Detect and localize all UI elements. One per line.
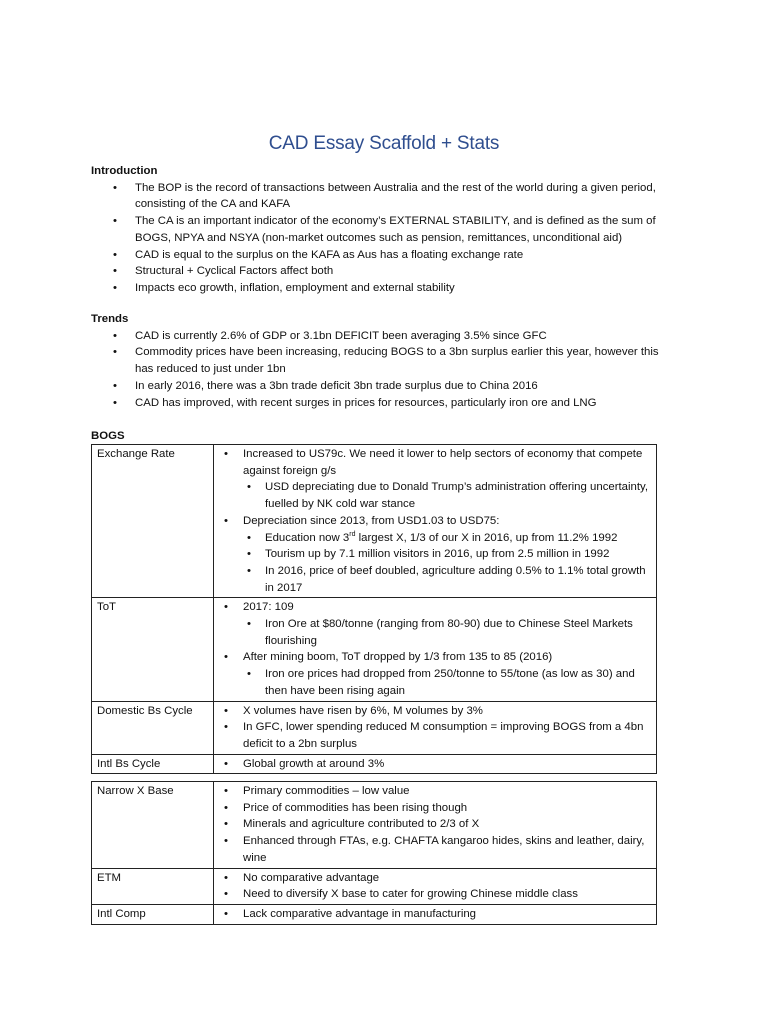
list-item: • Primary commodities – low value <box>219 783 652 800</box>
introduction-heading: Introduction <box>91 165 158 177</box>
list-item: • Iron Ore at $80/tonne (ranging from 80-90) due to Chinese Steel Markets flourishing <box>243 616 652 649</box>
introduction-list <box>91 180 671 297</box>
table-row <box>92 782 657 869</box>
list-item: • Price of commodities has been rising though <box>219 800 652 817</box>
row-label: ToT <box>92 598 214 701</box>
list-item: • Depreciation since 2013, from USD1.03 to USD75: • Education now 3rd largest X, 1/3 of our X in 2016, up from 11.2% 1992 • Tourism up by 7.1 million visitors in 2016, up from 2.5 million in 1992 • In 2016, price of beef doubled, agriculture adding 0.5% to 1.1% total growth in 2017 <box>219 513 652 597</box>
list-item: • The CA is an important indicator of the economy’s EXTERNAL STABILITY, and is defined as the sum of BOGS, NPYA and NSYA (non-market outcomes such as pension, remittances, unconditional aid) <box>91 213 671 246</box>
list-item: • In GFC, lower spending reduced M consumption = improving BOGS from a 4bn deficit to a 2bn surplus <box>219 719 652 752</box>
introduction-section <box>91 163 671 297</box>
row-content <box>214 598 657 701</box>
row-label: ETM <box>92 868 214 904</box>
list-item: • Iron ore prices had dropped from 250/tonne to 55/tone (as low as 30) and then have been rising again <box>243 666 652 699</box>
row-label: Intl Bs Cycle <box>92 754 214 774</box>
list-item: • No comparative advantage <box>219 870 652 887</box>
document-title: CAD Essay Scaffold + Stats <box>268 133 500 154</box>
bogs-heading: BOGS <box>91 430 125 442</box>
list-item: • CAD is currently 2.6% of GDP or 3.1bn DEFICIT been averaging 3.5% since GFC <box>91 328 671 345</box>
list-item: • Education now 3rd largest X, 1/3 of our X in 2016, up from 11.2% 1992 <box>243 530 652 547</box>
table-row <box>92 701 657 754</box>
table-row <box>92 598 657 701</box>
list-item: • Enhanced through FTAs, e.g. CHAFTA kangaroo hides, skins and leather, dairy, wine <box>219 833 652 866</box>
list-item: • Lack comparative advantage in manufacturing <box>219 906 652 923</box>
list-item: • Minerals and agriculture contributed to 2/3 of X <box>219 816 652 833</box>
row-content <box>214 782 657 869</box>
row-content <box>214 868 657 904</box>
list-item: • Global growth at around 3% <box>219 756 652 773</box>
row-content <box>214 701 657 754</box>
list-item: • Commodity prices have been increasing, reducing BOGS to a 3bn surplus earlier this year, however this has reduced to just under 1bn <box>91 344 671 377</box>
table-row <box>92 445 657 598</box>
row-content <box>214 445 657 598</box>
list-item: • In early 2016, there was a 3bn trade deficit 3bn trade surplus due to China 2016 <box>91 378 671 395</box>
list-item: • Impacts eco growth, inflation, employment and external stability <box>91 280 671 297</box>
trends-section <box>91 311 671 411</box>
bogs-table <box>91 444 657 774</box>
list-item: • USD depreciating due to Donald Trump’s administration offering uncertainty, fuelled by NK cold war stance <box>243 479 652 512</box>
table-row <box>92 904 657 924</box>
list-item: • In 2016, price of beef doubled, agriculture adding 0.5% to 1.1% total growth in 2017 <box>243 563 652 596</box>
row-content <box>214 904 657 924</box>
list-item: • After mining boom, ToT dropped by 1/3 from 135 to 85 (2016) • Iron ore prices had dropped from 250/tonne to 55/tone (as low as 30) and then have been rising again <box>219 649 652 699</box>
list-item: • The BOP is the record of transactions between Australia and the rest of the world during a given period, consisting of the CA and KAFA <box>91 180 671 213</box>
row-label: Exchange Rate <box>92 445 214 598</box>
list-item: • Increased to US79c. We need it lower to help sectors of economy that compete against foreign g/s • USD depreciating due to Donald Trump’s administration offering uncertainty, fuelled by NK cold war stance <box>219 446 652 513</box>
trends-list <box>91 328 671 412</box>
list-item: • CAD is equal to the surplus on the KAFA as Aus has a floating exchange rate <box>91 247 671 264</box>
list-item: • 2017: 109 • Iron Ore at $80/tonne (ranging from 80-90) due to Chinese Steel Markets flourishing <box>219 599 652 649</box>
list-item: • Tourism up by 7.1 million visitors in 2016, up from 2.5 million in 1992 <box>243 546 652 563</box>
list-item: • X volumes have risen by 6%, M volumes by 3% <box>219 703 652 720</box>
trends-heading: Trends <box>91 313 129 325</box>
row-label: Narrow X Base <box>92 782 214 869</box>
list-item: • CAD has improved, with recent surges in prices for resources, particularly iron ore and LNG <box>91 395 671 412</box>
table-row <box>92 754 657 774</box>
row-label: Intl Comp <box>92 904 214 924</box>
list-item: • Need to diversify X base to cater for growing Chinese middle class <box>219 886 652 903</box>
row-label: Domestic Bs Cycle <box>92 701 214 754</box>
structural-table <box>91 781 657 925</box>
row-content <box>214 754 657 774</box>
table-row <box>92 868 657 904</box>
list-item: • Structural + Cyclical Factors affect both <box>91 263 671 280</box>
